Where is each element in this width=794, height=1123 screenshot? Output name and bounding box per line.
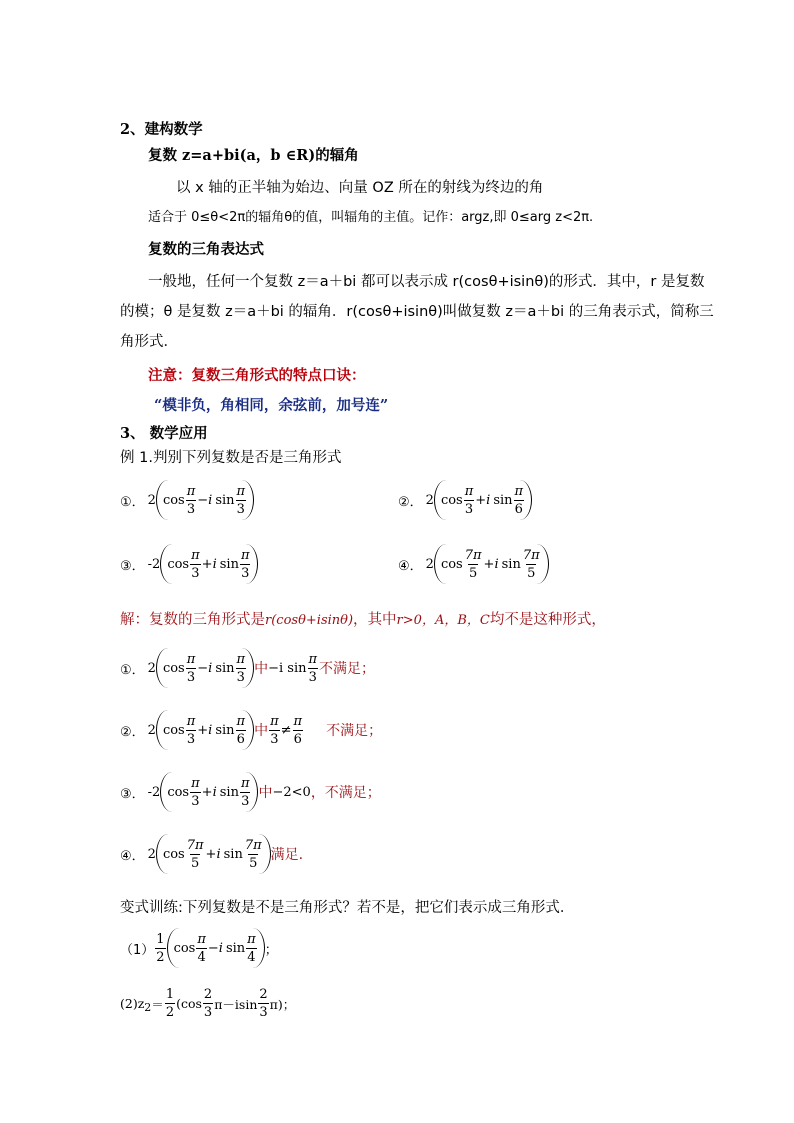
fraction: $\frac{\pi}{3}$ (186, 483, 196, 517)
trig-heading: 复数的三角表达式 (148, 241, 264, 258)
variant-title: 变式训练:下列复数是不是三角形式？若不是，把它们表示成三角形式． (120, 900, 575, 916)
solution-intro: 解：复数的三角形式是r(cosθ+isinθ)，其中r>0，A，B，C均不是这种形式， (120, 612, 606, 628)
example-item-4: ④． 2 cos $\frac{7\pi}{5}$ + i sin $\frac{7\pi}{5}$ (398, 544, 549, 584)
item-label: ③． (120, 558, 145, 574)
note-rhyme: “模非负，角相同，余弦前，加号连” (154, 397, 389, 414)
trig-paragraph-line-2: 的模；θ 是复数 z＝a＋bi 的辐角．r(cosθ+isinθ)叫做复数 z＝a＋bi 的三角表示式，简称三 (120, 304, 714, 320)
parenthesis-group: cos $\frac{\pi}{3}$ − i sin $\frac{\pi}{3}$ (156, 480, 254, 520)
parenthesis-group: cos $\frac{\pi}{3}$ + i sin $\frac{\pi}{6}$ (156, 710, 254, 750)
solution-item-1: ①． 2 cos $\frac{\pi}{3}$ − i sin $\frac{\pi}{3}$ 中 −i sin $\frac{\pi}{3}$ 不满足； (120, 648, 375, 688)
example-1-title: 例 1.判别下列复数是否是三角形式 (120, 450, 342, 466)
variant-item-2: (2)z 2 ＝ $\frac{1}{2}$ (cos $\frac{2}{3}$ π－isin $\frac{2}{3}$ π)； (120, 987, 296, 1020)
parenthesis-group: cos $\frac{\pi}{4}$ − i sin $\frac{\pi}{4}$ (167, 928, 265, 968)
parenthesis-group: cos $\frac{\pi}{3}$ + i sin $\frac{\pi}{3}$ (160, 544, 258, 584)
parenthesis-group: cos $\frac{\pi}{3}$ + i sin $\frac{\pi}{6}$ (434, 480, 532, 520)
item-label: ①． (120, 494, 145, 510)
arg-definition: 以 x 轴的正半轴为始边、向量 OZ 所在的射线为终边的角 (176, 180, 544, 196)
parenthesis-group: cos $\frac{\pi}{3}$ − i sin $\frac{\pi}{3}$ (156, 648, 254, 688)
fraction: $\frac{\pi}{3}$ (236, 483, 246, 517)
note-title: 注意：复数三角形式的特点口诀： (148, 367, 366, 384)
solution-item-4: ④． 2 cos $\frac{7\pi}{5}$ + i sin $\frac{7\pi}{5}$ 满足. (120, 834, 303, 874)
example-item-2: ②． 2 cos $\frac{\pi}{3}$ + i sin $\frac{\pi}{6}$ (398, 480, 532, 520)
solution-item-3: ③． -2 cos $\frac{\pi}{3}$ + i sin $\frac{\pi}{3}$ 中 −2<0 ，不满足； (120, 772, 381, 812)
fraction: $\frac{\pi}{3}$ (240, 547, 250, 581)
parenthesis-group: cos $\frac{7\pi}{5}$ + i sin $\frac{7\pi}{5}$ (156, 834, 271, 874)
item-label: ②． (398, 494, 423, 510)
example-item-1: ①． 2 cos $\frac{\pi}{3}$ − i sin $\frac{\pi}{3}$ (120, 480, 254, 520)
section-3-title: 3、 数学应用 (120, 425, 208, 442)
fraction: $\frac{\pi}{6}$ (514, 483, 524, 517)
fraction: $\frac{7\pi}{5}$ (464, 547, 482, 581)
solution-item-2: ②． 2 cos $\frac{\pi}{3}$ + i sin $\frac{\pi}{6}$ 中 $\frac{\pi}{3}$ ≠ $\frac{\pi}{6}$ 不满足； (120, 710, 382, 750)
example-item-3: ③． -2 cos $\frac{\pi}{3}$ + i sin $\frac{\pi}{3}$ (120, 544, 258, 584)
parenthesis-group: cos $\frac{7\pi}{5}$ + i sin $\frac{7\pi}{5}$ (434, 544, 549, 584)
section-2-title: 2、建构数学 (120, 121, 203, 138)
principal-argument: 适合于 0≤θ<2π的辐角θ的值，叫辐角的主值。记作：argz,即 0≤arg z<2π. (148, 210, 594, 225)
trig-paragraph-line-3: 角形式． (120, 334, 178, 350)
fraction: $\frac{\pi}{3}$ (464, 483, 474, 517)
parenthesis-group: cos $\frac{\pi}{3}$ + i sin $\frac{\pi}{3}$ (160, 772, 258, 812)
fraction: $\frac{7\pi}{5}$ (522, 547, 540, 581)
arg-heading: 复数 z=a+bi(a，b ∈R)的辐角 (148, 147, 359, 164)
item-label: ④． (398, 558, 423, 574)
trig-paragraph-line-1: 一般地，任何一个复数 z＝a＋bi 都可以表示成 r(cosθ+isinθ)的形式．其中，r 是复数 (148, 274, 705, 290)
fraction: $\frac{\pi}{3}$ (191, 547, 200, 581)
variant-item-1: （1） $\frac{1}{2}$ cos $\frac{\pi}{4}$ − i sin $\frac{\pi}{4}$ ； (120, 928, 278, 968)
